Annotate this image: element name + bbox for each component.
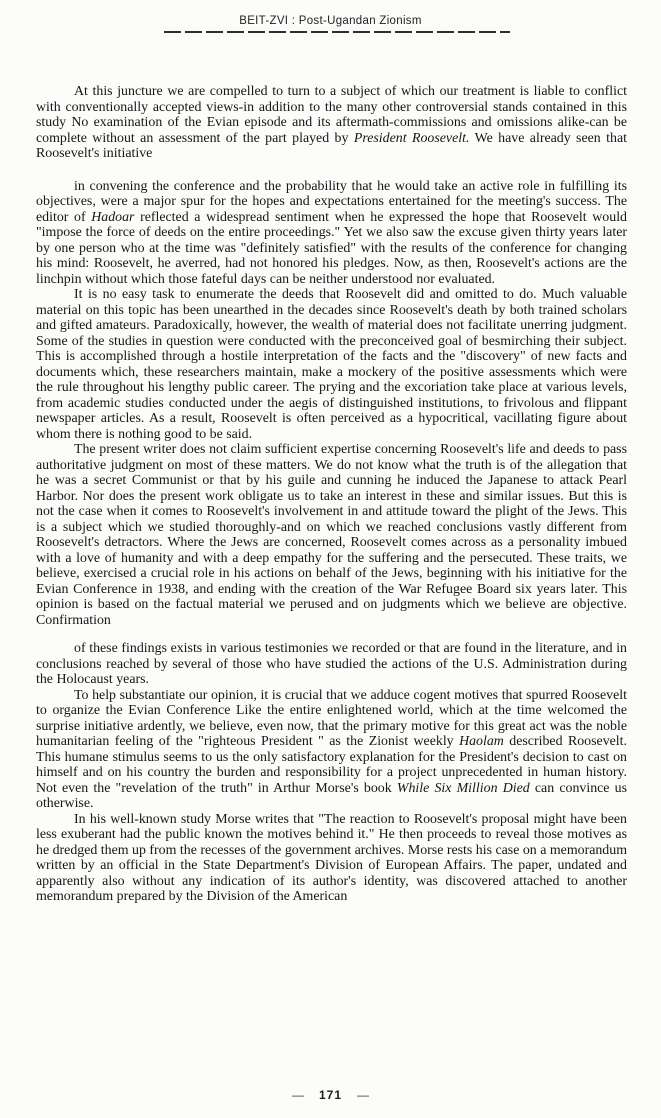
footer-dash-right: — — [357, 1088, 370, 1102]
italic-text-segment: President Roosevelt. — [353, 130, 470, 146]
text-segment: In his well-known study Morse writes that "The reaction to Roosevelt's proposal might have been less exuberant had the public known the motives behind it." He then proceeds to reveal those motives as he dredged them up from the recesses of the government archives. Morse rests his case on a memorandum written by an official in the State Department's Division of European Affairs. The paper, undated and apparently also without any indication of its author's identity, was discovered attached to another memorandum prepared by the Division of the American — [36, 811, 627, 904]
text-segment: At this juncture we are compelled to turn to a subject of which our treatment is liable to conflict with conventionally accepted views-in addition to the many other controversial stands contained in this study No examination of the Evian episode and its aftermath-commissions and omissions alike-can be complete without an assessment of the part played by — [36, 84, 627, 146]
page-number: 171 — [318, 1088, 343, 1102]
text-segment: can convince us otherwise. — [36, 780, 627, 811]
paragraph — [36, 641, 627, 688]
footer-dash-left: — — [291, 1088, 304, 1102]
italic-text-segment: Haolam — [459, 734, 504, 749]
running-header — [0, 11, 661, 29]
page-footer — [0, 1088, 661, 1102]
paragraph — [36, 179, 627, 288]
header-rule — [164, 31, 510, 33]
text-segment: The present writer does not claim sufficient expertise concerning Roosevelt's life and deeds to pass authoritative judgment on most of these matters. We do not know what the truth is of the allegation that he was a secret Communist or that by his guile and cunning he induced the Japanese to attack Pearl Harbor. Nor does the present work obligate us to take an interest in these and similar issues. But this is not the case when it comes to Roosevelt's involvement in and attitude toward the plight of the Jews. This is a subject which we studied thoroughly-and on which we reached conclusions vastly different from Roosevelt's detractors. Where the Jews are concerned, Roosevelt comes across as a personality imbued with a love of humanity and with a deep empathy for the suffering and the persecuted. These traits, we believe, exercised a crucial role in his actions on behalf of the Jews, beginning with his initiative for the Evian Conference in 1938, and ending with the creation of the War Refugee Board six years later. This opinion is based on the factual material we perused and on judgments which we believe are objective. Confirmation — [36, 442, 627, 628]
paragraph — [36, 287, 627, 442]
text-segment: of these findings exists in various testimonies we recorded or that are found in the literature, and in conclusions reached by several of those who have studied the actions of the U.S. Administration during the Holocaust years. — [36, 641, 627, 687]
text-segment: reflected a widespread sentiment when he expressed the hope that Roosevelt would "impose the force of deeds on the entire proceedings." Yet we also saw the excuse given thirty years later by one person who at the time was "definitely satisfied" with the results of the conference for changing his mind: Roosevelt, he averred, had not honored his pledges. Now, as then, Roosevelt's actions are the linchpin without which those fateful days can be neither understood nor evaluated. — [36, 209, 628, 287]
text-segment: To help substantiate our opinion, it is crucial that we adduce cogent motives that spurred Roosevelt to organize the Evian Conference Like the entire enlightened world, which at the time welcomed the surprise initiative ardently, we believe, even now, that the primary motive for this great act was the noble humanitarian feeling of the "righteous President " as the Zionist weekly — [36, 687, 627, 749]
italic-text-segment: While Six Million Died — [396, 780, 530, 796]
paragraph — [36, 812, 627, 905]
text-segment: described Roosevelt. This humane stimulus seems to us the only satisfactory explanation for the President's decision to cast on himself and on his country the burden and responsibility for a project unprecedented in human history. Not even the "revelation of the truth" in Arthur Morse's book — [36, 734, 627, 796]
page-body — [36, 84, 627, 905]
italic-text-segment: Hadoar — [91, 209, 135, 225]
text-segment: It is no easy task to enumerate the deeds that Roosevelt did and omitted to do. Much valuable material on this topic has been unearthed in the decades since Roosevelt's death by both trained scholars and gifted amateurs. Paradoxically, however, the wealth of material does not facilitate unerring judgment. Some of the studies in question were conducted with the preconceived goal of besmirching their subject. This is accomplished through a hostile interpretation of the facts and the "discovery" of new facts and documents which, these researchers maintain, make a mockery of the positive assessments which were the rule throughout his lengthy public career. The prying and the excoriation take place at various levels, from academic studies conducted under the aegis of distinguished institutions, to frivolous and flippant newspaper articles. As a result, Roosevelt is often perceived as a hypocritical, vacillating figure about whom there is nothing good to be said. — [36, 287, 627, 442]
paragraph — [36, 688, 627, 812]
text-segment: We have already seen that Roosevelt's initiative — [36, 130, 627, 161]
paragraph — [36, 442, 627, 628]
paragraph — [36, 84, 627, 162]
text-segment: in convening the conference and the probability that he would take an active role in fulfilling its objectives, were a major spur for the hopes and expectations entertained for the meeting's success. The editor of — [36, 178, 627, 225]
running-header-title: BEIT-ZVI : Post-Ugandan Zionism — [239, 15, 422, 27]
